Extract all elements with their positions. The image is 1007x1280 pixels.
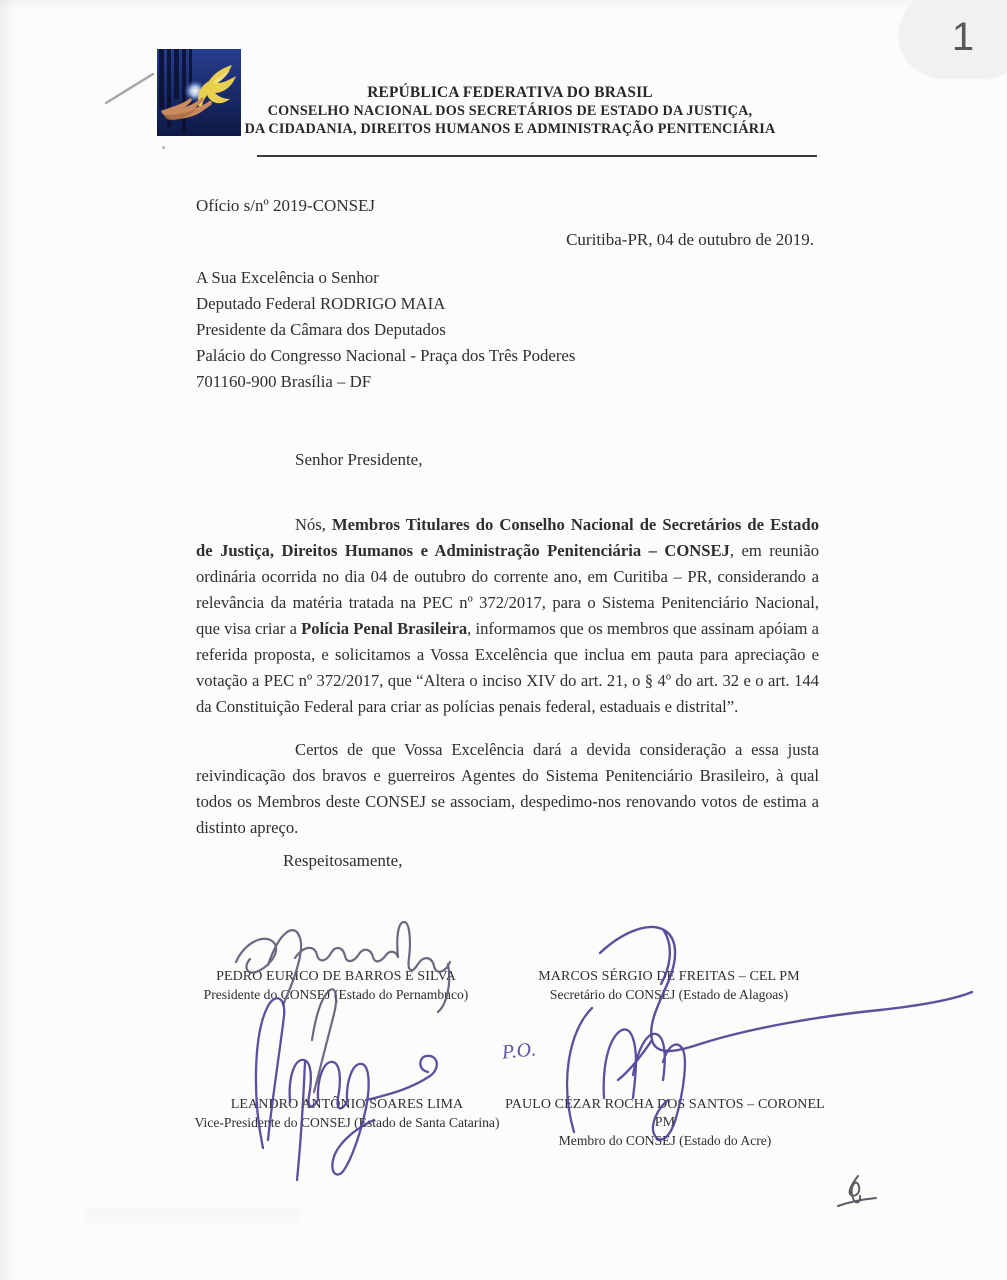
address-line: Deputado Federal RODRIGO MAIA	[196, 294, 446, 313]
signatory-role: Membro do CONSEJ (Estado do Acre)	[558, 1133, 772, 1148]
paragraph-1-text: , em reunião ordinária ocorrida no dia 04 de outubro do corrente ano, em Curitiba – PR, considerando a relevância da matéria tratada na PEC nº 372/2017, para o Sistema Penitenciário Nacional, que visa criar a	[196, 541, 820, 638]
reference-number: Ofício s/nº 2019-CONSEJ	[196, 196, 376, 215]
closing-salutation: Respeitosamente,	[283, 851, 403, 870]
po-handwritten-annotation: P.O.	[500, 1038, 538, 1064]
scan-edge-shadow-left	[0, 0, 16, 1280]
signatory-name: LEANDRO ANTÔNIO SOARES LIMA	[230, 1097, 464, 1112]
rubric-initial-mark	[838, 1176, 876, 1206]
paragraph-1-text: , informamos que os membros que assinam apóiam a referida proposta, e solicitamos a Vossa Excelência que inclua em pauta para apreciação e votação a PEC nº 372/2017, que “Altera o inciso XIV do art. 21, o § 4º do art. 32 e o art. 144 da Constituição Federal para criar as polícias penais federal, estaduais e distrital”.	[196, 619, 820, 716]
paragraph-1-text: Nós,	[295, 515, 332, 534]
letterhead-line-1: REPÚBLICA FEDERATIVA DO BRASIL	[367, 84, 653, 101]
signature-block-president	[186, 968, 486, 1004]
signatory-role: Secretário do CONSEJ (Estado de Alagoas)	[549, 987, 789, 1002]
signature-block-member	[495, 1096, 835, 1150]
signatory-name: PEDRO EURICO DE BARROS E SILVA	[216, 969, 456, 984]
pencil-stray-mark	[106, 74, 153, 103]
signatory-role: Presidente do CONSEJ (Estado do Pernambuco)	[203, 987, 469, 1002]
signature-block-vice-president	[192, 1096, 502, 1132]
address-line: Palácio do Congresso Nacional - Praça dos Três Poderes	[196, 346, 576, 365]
signature-block-secretary	[518, 968, 820, 1004]
page-number: 1	[951, 14, 975, 59]
dateline: Curitiba-PR, 04 de outubro de 2019.	[566, 230, 814, 249]
bold-consej-title: Membros Titulares do Conselho Nacional de Secretários de Estado de Justiça, Direitos Humanos e Administração Penitenciária – CONSEJ	[196, 515, 819, 560]
body-paragraph-1	[196, 512, 819, 720]
scan-smudge	[85, 1208, 300, 1232]
letterhead-divider	[257, 155, 817, 157]
signatory-name: PAULO CÉZAR ROCHA DOS SANTOS – CORONEL PM	[505, 1097, 825, 1130]
page-number-badge	[900, 0, 1007, 76]
address-line: Presidente da Câmara dos Deputados	[196, 320, 446, 339]
scan-speck	[162, 146, 165, 149]
body-paragraph-2: Certos de que Vossa Excelência dará a devida consideração a essa justa reivindicação dos bravos e guerreiros Agentes do Sistema Penitenciário Brasileiro, à qual todos os Membros deste CONSEJ se associam, despedimo-nos renovando votos de estima a distinto apreço.	[196, 740, 819, 837]
address-line: 701160-900 Brasília – DF	[196, 372, 372, 391]
signatory-name: MARCOS SÉRGIO DE FREITAS – CEL PM	[538, 969, 800, 984]
scan-edge-shadow-top	[0, 0, 1007, 8]
signatory-role: Vice-Presidente do CONSEJ (Estado de Santa Catarina)	[194, 1115, 500, 1130]
salutation: Senhor Presidente,	[295, 450, 423, 469]
recipient-address	[196, 265, 575, 395]
bold-policia-penal: Polícia Penal Brasileira	[301, 619, 468, 638]
signature-pedro-eurico	[236, 922, 450, 1092]
letterhead-line-3: DA CIDADANIA, DIREITOS HUMANOS E ADMINISTRAÇÃO PENITENCIÁRIA	[244, 121, 776, 137]
letterhead	[188, 84, 832, 138]
letterhead-line-2: CONSELHO NACIONAL DOS SECRETÁRIOS DE ESTADO DA JUSTIÇA,	[267, 103, 753, 119]
signature-leandro-antonio	[256, 998, 437, 1180]
address-line: A Sua Excelência o Senhor	[196, 268, 379, 287]
